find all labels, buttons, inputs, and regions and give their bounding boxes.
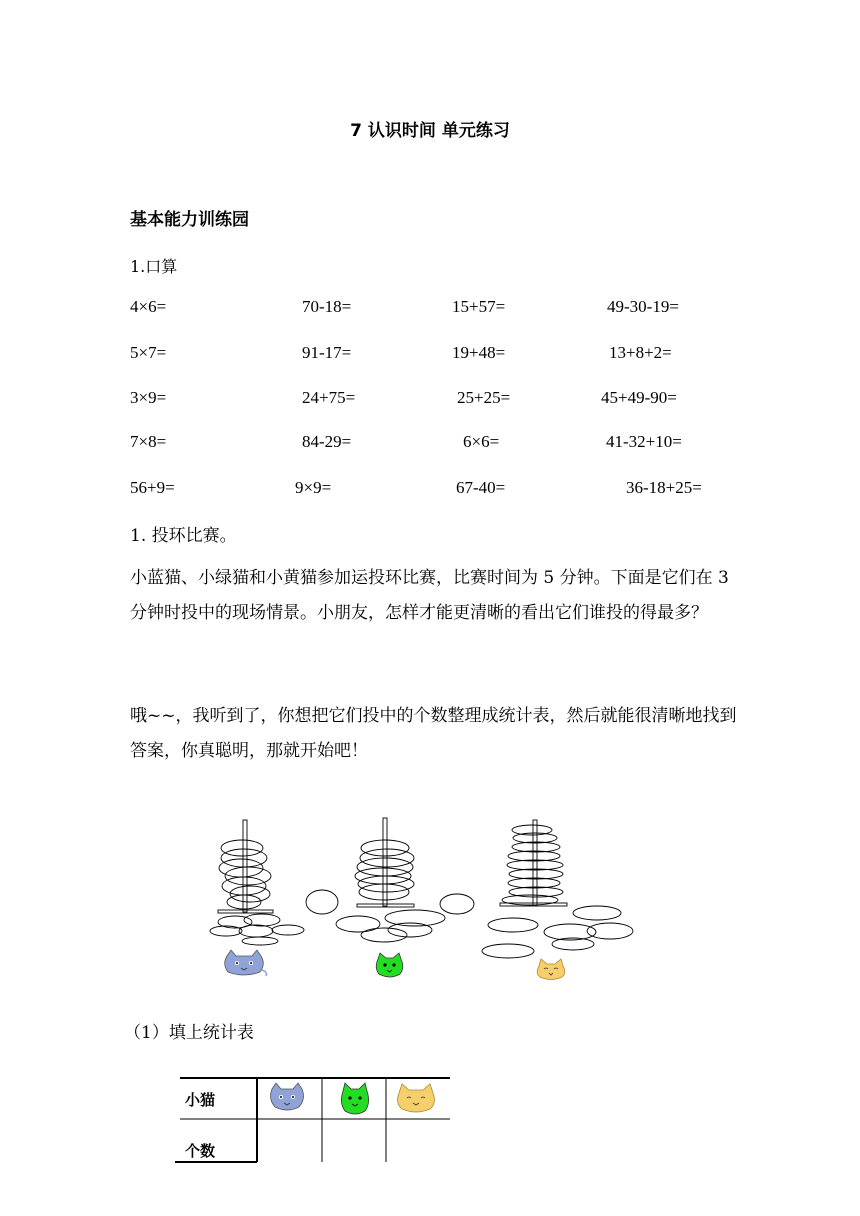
arith-cell: 49-30-19= bbox=[607, 297, 679, 316]
subquestion-label: （1）填上统计表 bbox=[124, 1023, 254, 1043]
table-row-label: 小猫 bbox=[185, 1091, 216, 1109]
question-2-label: 1. 投环比赛。 bbox=[130, 526, 237, 546]
arith-cell: 19+48= bbox=[452, 343, 506, 362]
arith-cell: 45+49-90= bbox=[601, 388, 677, 407]
problem-paragraph: 哦~~，我听到了，你想把它们投中的个数整理成统计表，然后就能很清晰地找到答案，你真聪明，那就开始吧！ bbox=[130, 706, 737, 761]
statistics-table bbox=[175, 1075, 455, 1165]
page-title: 7 认识时间 单元练习 bbox=[350, 121, 510, 141]
arith-cell: 70-18= bbox=[302, 297, 352, 316]
section-heading: 基本能力训练园 bbox=[130, 210, 249, 230]
arith-cell: 3×9= bbox=[130, 388, 167, 407]
arith-cell: 36-18+25= bbox=[626, 478, 702, 497]
blue-cat-icon bbox=[225, 950, 267, 976]
arith-cell: 24+75= bbox=[302, 388, 356, 407]
arith-cell: 13+8+2= bbox=[609, 343, 672, 362]
arith-cell: 41-32+10= bbox=[606, 432, 682, 451]
table-row-label: 个数 bbox=[185, 1142, 216, 1160]
arith-cell: 5×7= bbox=[130, 343, 167, 362]
arith-cell: 15+57= bbox=[452, 297, 506, 316]
arith-cell: 67-40= bbox=[456, 478, 506, 497]
ring-pole bbox=[383, 818, 387, 906]
blue-cat-icon bbox=[271, 1083, 304, 1110]
arith-cell: 25+25= bbox=[457, 388, 511, 407]
arith-cell: 4×6= bbox=[130, 297, 167, 316]
green-cat-icon bbox=[376, 953, 403, 977]
ring-toss-illustration bbox=[200, 810, 650, 985]
question-1-label: 1.口算 bbox=[130, 257, 178, 276]
arith-cell: 7×8= bbox=[130, 432, 167, 451]
arith-cell: 84-29= bbox=[302, 432, 352, 451]
arith-cell: 91-17= bbox=[302, 343, 352, 362]
green-cat-icon bbox=[341, 1083, 368, 1114]
ring-pole bbox=[243, 820, 247, 912]
yellow-cat-icon bbox=[398, 1084, 435, 1112]
problem-paragraph: 小蓝猫、小绿猫和小黄猫参加运投环比赛，比赛时间为 5 分钟。下面是它们在 3 分钟时投中的现场情景。小朋友，怎样才能更清晰的看出它们谁投的得最多？ bbox=[130, 568, 729, 623]
arith-cell: 9×9= bbox=[295, 478, 332, 497]
arith-cell: 6×6= bbox=[463, 432, 500, 451]
arith-cell: 56+9= bbox=[130, 478, 175, 497]
yellow-cat-icon bbox=[537, 959, 565, 980]
